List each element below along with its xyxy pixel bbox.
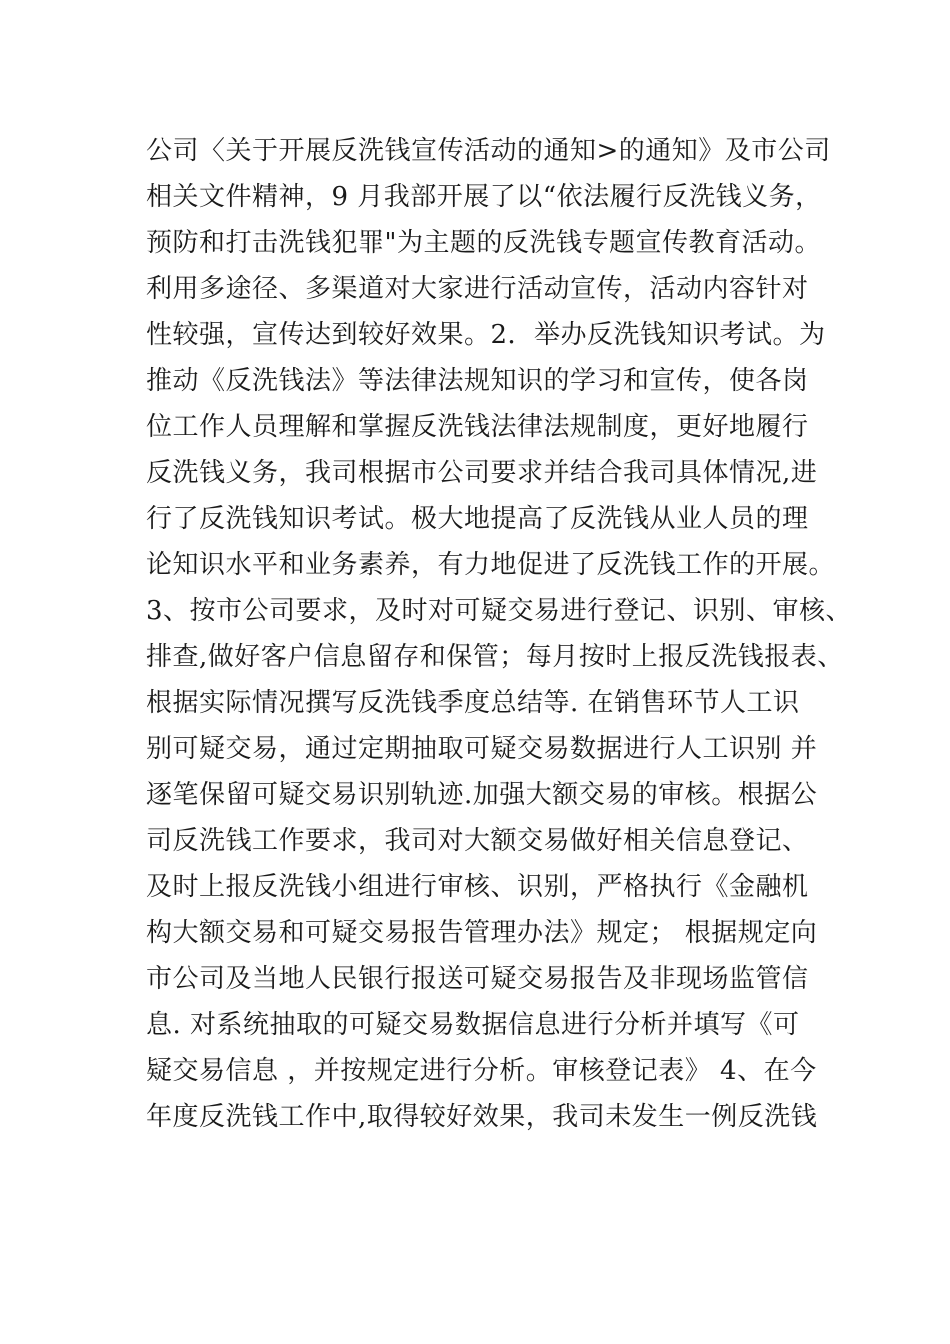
text-line: 3、按市公司要求，及时对可疑交易进行登记、识别、审核、 (146, 596, 853, 626)
text-line: 市公司及当地人民银行报送可疑交易报告及非现场监管信 (146, 964, 809, 994)
text-line: 行了反洗钱知识考试。极大地提高了反洗钱从业人员的理 (146, 504, 809, 534)
text-line: 预防和打击洗钱犯罪"为主题的反洗钱专题宣传教育活动。 (146, 228, 821, 258)
text-line: 性较强，宣传达到较好效果。2．举办反洗钱知识考试。为 (146, 320, 826, 350)
text-line: 及时上报反洗钱小组进行审核、识别，严格执行《金融机 (146, 872, 809, 902)
text-line: 年度反洗钱工作中,取得较好效果，我司未发生一例反洗钱 (146, 1102, 818, 1132)
text-line: 构大额交易和可疑交易报告管理办法》规定； 根据规定向 (146, 918, 818, 948)
text-line: 公司〈关于开展反洗钱宣传活动的通知>的通知》及市公司 (146, 136, 831, 166)
text-line: 逐笔保留可疑交易识别轨迹.加强大额交易的审核。根据公 (146, 780, 818, 810)
text-line: 利用多途径、多渠道对大家进行活动宣传，活动内容针对 (146, 274, 809, 304)
text-line: 排查,做好客户信息留存和保管；每月按时上报反洗钱报表、 (146, 642, 844, 672)
text-line: 位工作人员理解和掌握反洗钱法律法规制度，更好地履行 (146, 412, 809, 442)
text-line: 相关文件精神，9 月我部开展了以“依法履行反洗钱义务， (146, 182, 822, 212)
text-line: 疑交易信息 ，并按规定进行分析。审核登记表》 4、在今 (146, 1056, 817, 1086)
text-line: 息. 对系统抽取的可疑交易数据信息进行分析并填写《可 (146, 1010, 800, 1040)
text-line: 司反洗钱工作要求，我司对大额交易做好相关信息登记、 (146, 826, 809, 856)
text-line: 反洗钱义务，我司根据市公司要求并结合我司具体情况,进 (146, 458, 818, 488)
body-text (146, 128, 866, 1140)
text-line: 推动《反洗钱法》等法律法规知识的学习和宣传，使各岗 (146, 366, 809, 396)
text-line: 别可疑交易，通过定期抽取可疑交易数据进行人工识别 并 (146, 734, 818, 764)
text-line: 根据实际情况撰写反洗钱季度总结等. 在销售环节人工识 (146, 688, 800, 718)
text-line: 论知识水平和业务素养，有力地促进了反洗钱工作的开展。 (146, 550, 836, 580)
